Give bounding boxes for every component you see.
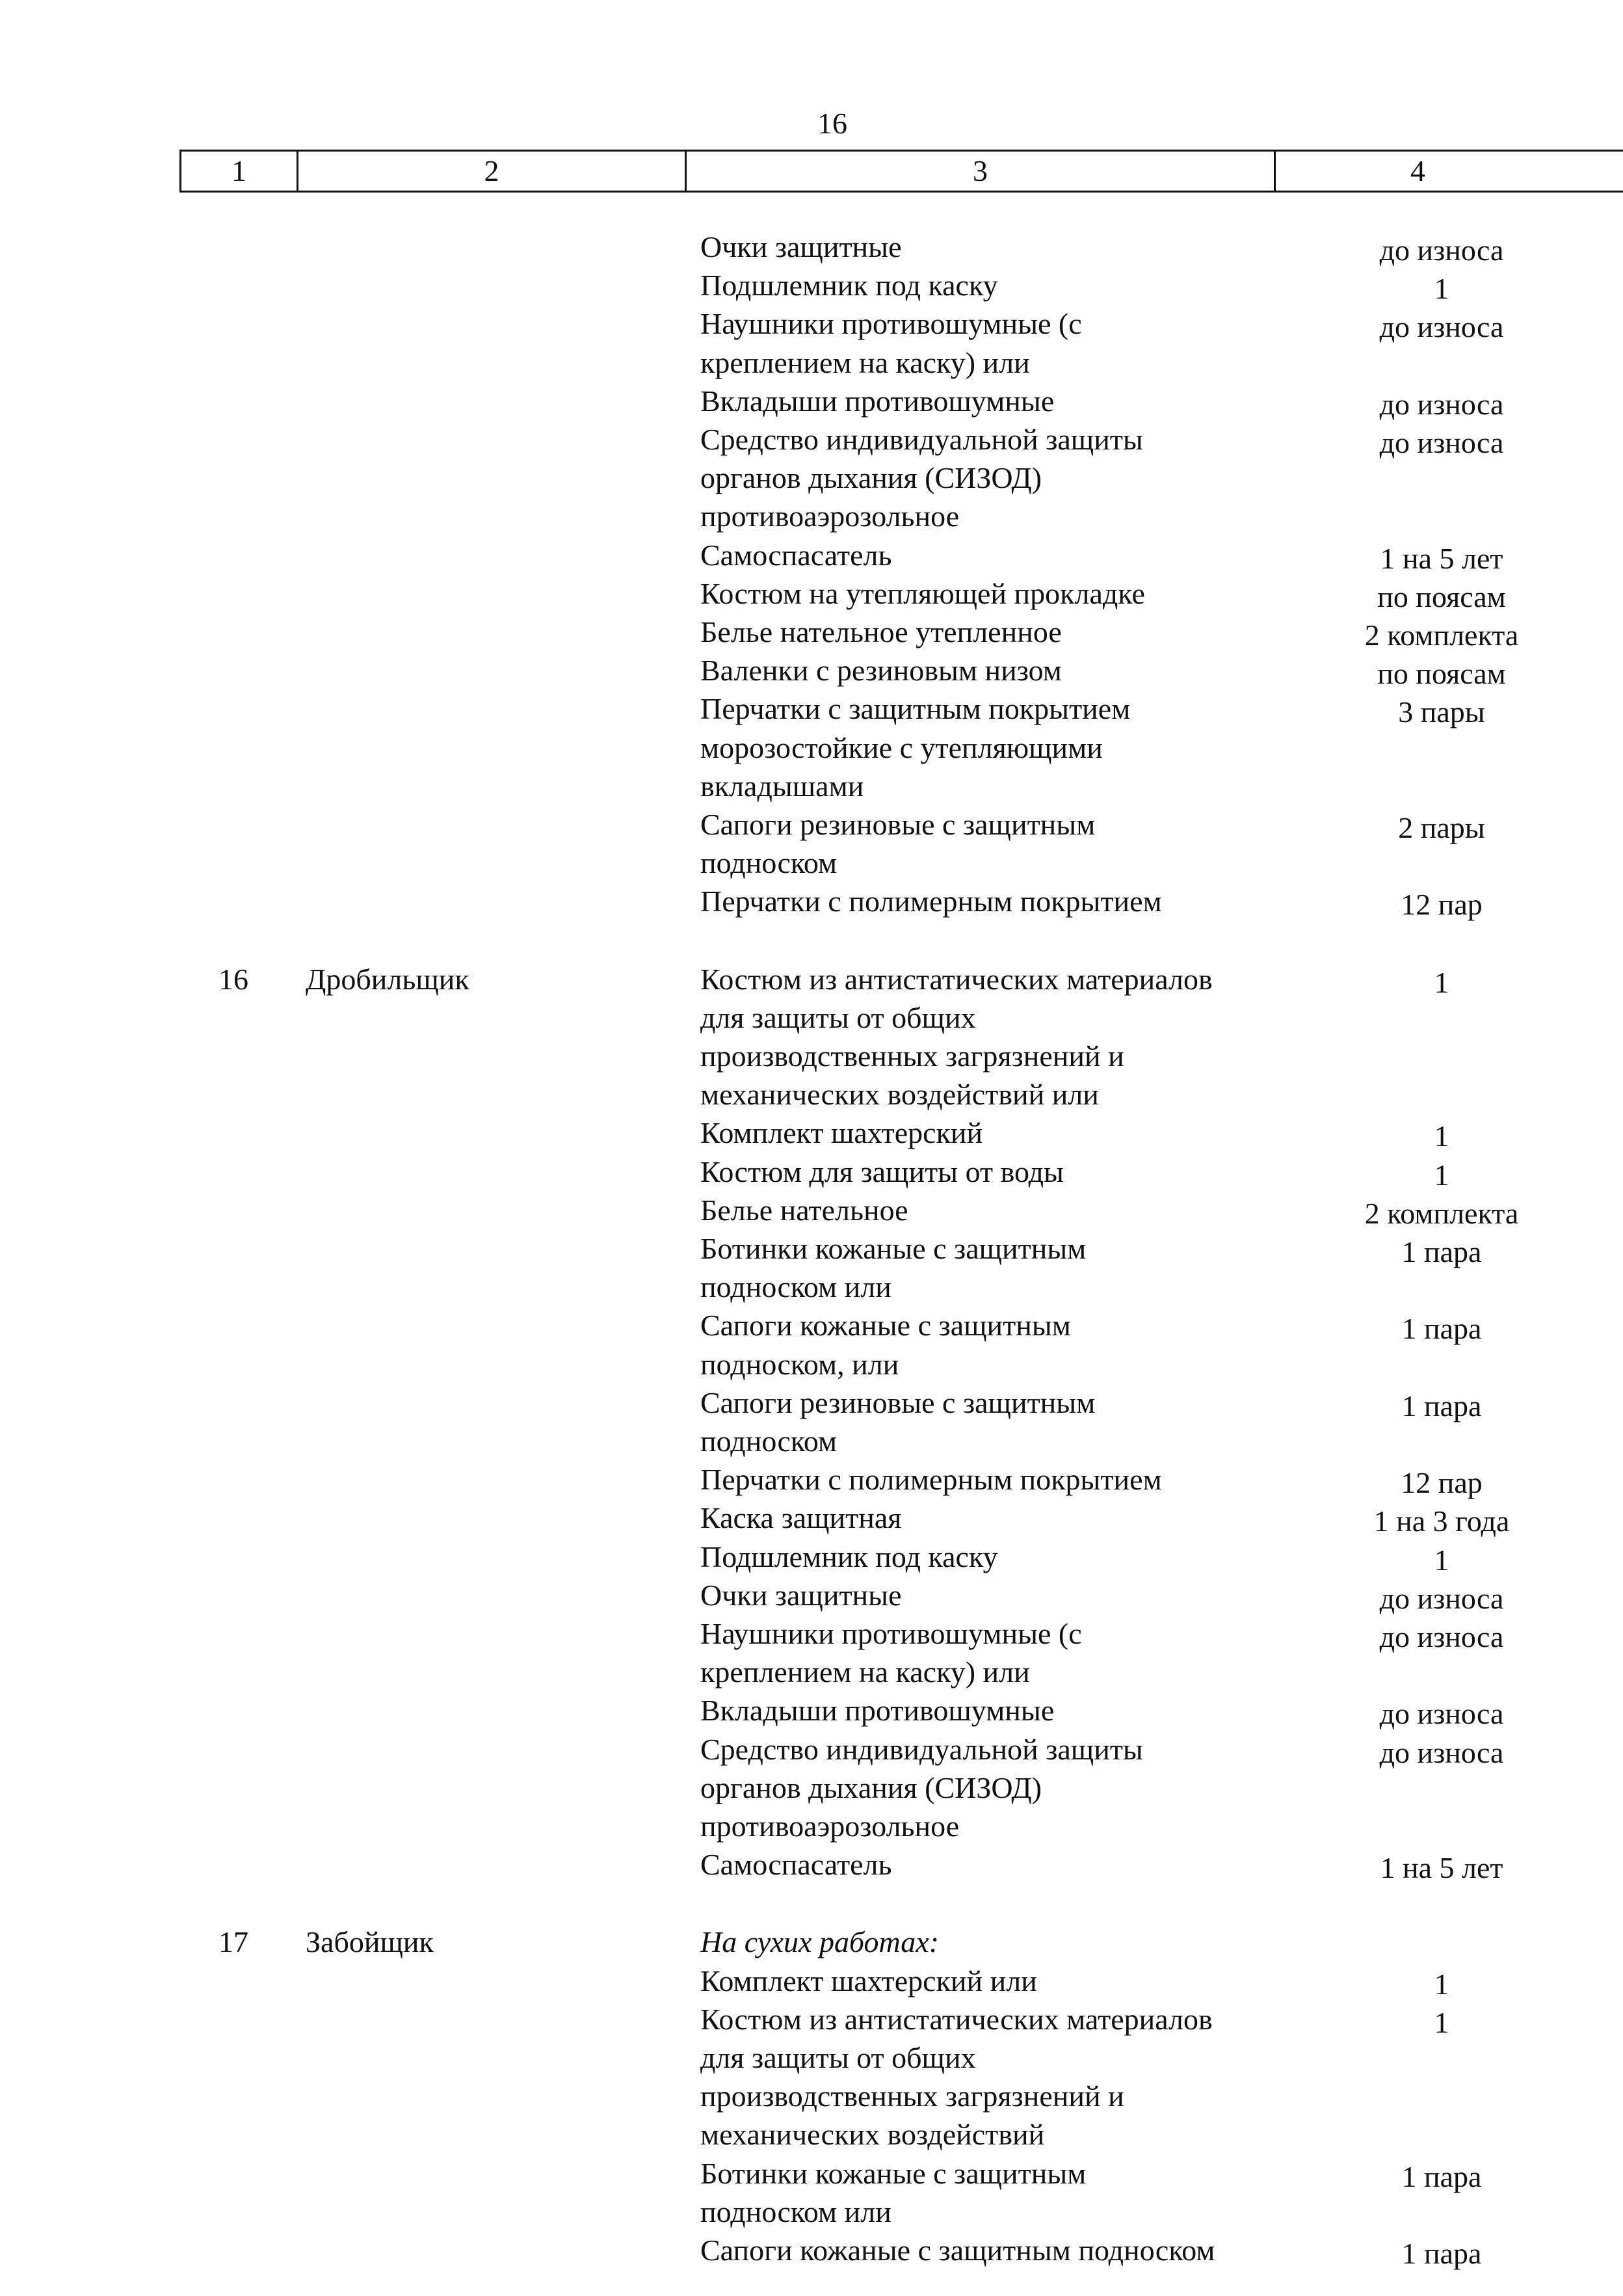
item-text: Белье нательное утепленное <box>700 615 1062 648</box>
item-text: подноском или <box>700 1270 891 1304</box>
item-text: Подшлемник под каску <box>700 1540 998 1573</box>
item-quantity: 1 <box>1434 965 1449 999</box>
item-text: Сапоги резиновые с защитным <box>700 808 1096 841</box>
item-text: Наушники противошумные (с <box>700 1617 1082 1650</box>
item-quantity: 1 <box>1434 1967 1449 2001</box>
item-text: противоаэрозольное <box>700 1809 960 1843</box>
item-text: для защиты от общих <box>700 2041 976 2074</box>
item-quantity: 1 на 5 лет <box>1380 1851 1503 1885</box>
item-text: Вкладыши противошумные <box>700 1694 1055 1728</box>
item-text: подноском <box>700 1424 838 1458</box>
header-col-2: 2 <box>484 154 499 187</box>
profession-name: Дробильщик <box>306 962 469 996</box>
item-quantity: 1 пара <box>1401 2159 1482 2193</box>
item-quantity: 2 комплекта <box>1364 619 1519 652</box>
header-col-3: 3 <box>973 154 988 187</box>
item-quantity: 1 пара <box>1401 2237 1482 2270</box>
item-quantity: 2 пары <box>1398 811 1485 844</box>
item-text: Сапоги кожаные с защитным <box>700 1309 1071 1342</box>
item-text: Ботинки кожаные с защитным <box>700 1232 1087 1265</box>
item-text: противоаэрозольное <box>700 500 960 533</box>
item-quantity: 1 пара <box>1401 1235 1482 1268</box>
item-text: подноском, или <box>700 1347 899 1381</box>
item-quantity: по поясам <box>1377 657 1506 691</box>
item-text: Подшлемник под каску <box>700 269 998 302</box>
item-text: Перчатки с защитным покрытием <box>700 692 1131 726</box>
item-quantity: до износа <box>1379 1620 1504 1653</box>
item-text: Перчатки с полимерным покрытием <box>700 1463 1162 1497</box>
item-text: Белье нательное <box>700 1193 908 1227</box>
item-quantity: 1 на 5 лет <box>1380 541 1503 575</box>
item-text: креплением на каску) или <box>700 1655 1030 1689</box>
profession-name: Забойщик <box>306 1925 434 1959</box>
item-quantity: до износа <box>1379 1581 1504 1615</box>
item-text: На сухих работах: <box>700 1925 940 1959</box>
item-quantity: 1 на 3 года <box>1373 1504 1510 1538</box>
item-quantity: 3 пары <box>1398 695 1485 729</box>
item-quantity: 12 пар <box>1401 888 1483 922</box>
item-text: органов дыхания (СИЗОД) <box>700 461 1042 495</box>
item-text: Сапоги кожаные с защитным подноском <box>700 2234 1215 2267</box>
item-text: механических воздействий <box>700 2118 1045 2152</box>
table-header <box>179 150 1623 193</box>
item-text: Комплект шахтерский <box>700 1116 983 1150</box>
item-quantity: 2 комплекта <box>1364 1196 1519 1230</box>
item-text: органов дыхания (СИЗОД) <box>700 1770 1042 1804</box>
item-text: Перчатки с полимерным покрытием <box>700 885 1162 918</box>
item-quantity: до износа <box>1379 1697 1504 1731</box>
item-quantity: 12 пар <box>1401 1466 1483 1500</box>
item-quantity: до износа <box>1379 234 1504 267</box>
item-text: подноском или <box>700 2195 891 2228</box>
row-number: 16 <box>218 962 248 996</box>
item-text: Комплект шахтерский или <box>700 1964 1037 1997</box>
item-quantity: 1 <box>1434 2005 1449 2039</box>
item-text: вкладышами <box>700 769 864 803</box>
item-quantity: 1 пара <box>1401 1389 1482 1422</box>
page-number: 16 <box>817 107 847 140</box>
item-quantity: до износа <box>1379 387 1504 421</box>
item-text: Костюм из антистатических материалов <box>700 962 1213 996</box>
item-text: Каска защитная <box>700 1501 902 1535</box>
item-quantity: 1 <box>1434 1543 1449 1577</box>
item-quantity: 1 <box>1434 1158 1449 1192</box>
item-text: производственных загрязнений и <box>700 1039 1124 1073</box>
item-text: Сапоги резиновые с защитным <box>700 1385 1096 1419</box>
item-text: Самоспасатель <box>700 538 892 572</box>
item-quantity: до износа <box>1379 1735 1504 1769</box>
item-text: механических воздействий или <box>700 1078 1099 1112</box>
item-text: Очки защитные <box>700 230 902 263</box>
item-text: креплением на каску) или <box>700 345 1030 379</box>
item-quantity: до износа <box>1379 310 1504 344</box>
item-text: Самоспасатель <box>700 1848 892 1882</box>
item-text: подноском <box>700 846 838 880</box>
item-text: Костюм на утепляющей прокладке <box>700 576 1145 610</box>
row-number: 17 <box>218 1925 248 1959</box>
item-quantity: до износа <box>1379 426 1504 459</box>
item-text: Костюм из антистатических материалов <box>700 2002 1213 2036</box>
item-quantity: по поясам <box>1377 580 1506 613</box>
item-quantity: 1 <box>1434 272 1449 306</box>
item-quantity: 1 <box>1434 1119 1449 1153</box>
item-text: морозостойкие с утепляющими <box>700 730 1103 764</box>
item-text: производственных загрязнений и <box>700 2079 1124 2113</box>
item-text: для защиты от общих <box>700 1000 976 1034</box>
item-text: Ботинки кожаные с защитным <box>700 2156 1087 2190</box>
item-text: Валенки с резиновым низом <box>700 654 1062 687</box>
item-text: Средство индивидуальной защиты <box>700 423 1143 456</box>
item-quantity: 1 пара <box>1401 1312 1482 1346</box>
header-col-4: 4 <box>1410 154 1425 187</box>
item-text: Очки защитные <box>700 1578 902 1612</box>
header-col-1: 1 <box>231 154 246 187</box>
item-text: Наушники противошумные (с <box>700 307 1082 341</box>
item-text: Вкладыши противошумные <box>700 384 1055 418</box>
item-text: Костюм для защиты от воды <box>700 1155 1064 1188</box>
item-text: Средство индивидуальной защиты <box>700 1732 1143 1766</box>
